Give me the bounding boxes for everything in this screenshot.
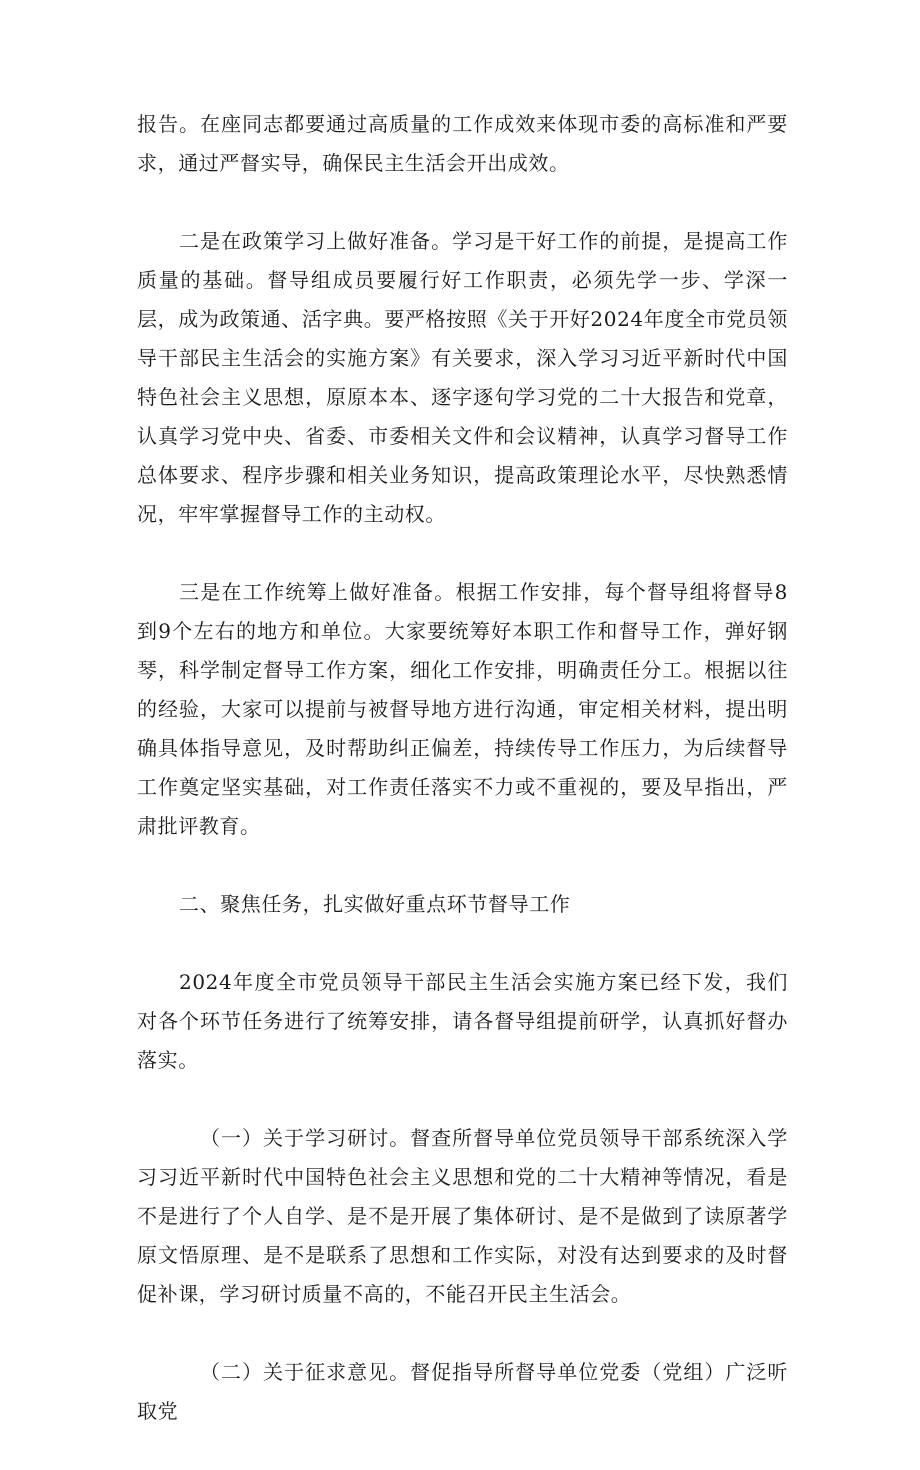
section-heading: 二、聚焦任务，扎实做好重点环节督导工作 <box>179 892 571 916</box>
paragraph-study-discussion: （一）关于学习研讨。督查所督导单位党员领导干部系统深入学习习近平新时代中国特色社会主义思想和党的二十大精神等情况，看是不是进行了个人自学、是不是开展了集体研讨、是不是做到了读原著学原文悟原理、是不是联系了思想和工作实际，对没有达到要求的及时督促补课，学习研讨质量不高的，不能召开民主生活会。 <box>137 1126 788 1306</box>
paragraph-continuation: 报告。在座同志都要通过高质量的工作成效来体现市委的高标准和严要求，通过严督实导，确保民主生活会开出成效。 <box>137 112 788 175</box>
paragraph-work-coordination: 三是在工作统筹上做好准备。根据工作安排，每个督导组将督导8到9个左右的地方和单位。大家要统筹好本职工作和督导工作，弹好钢琴，科学制定督导工作方案，细化工作安排，明确责任分工。根据以往的经验，大家可以提前与被督导地方进行沟通，审定相关材料，提出明确具体指导意见，及时帮助纠正偏差，持续传导工作压力，为后续督导工作奠定坚实基础，对工作责任落实不力或不重视的，要及早指出，严肃批评教育。 <box>137 580 788 838</box>
document-body <box>137 105 788 1470</box>
paragraph-soliciting-opinions: （二）关于征求意见。督促指导所督导单位党委（党组）广泛听取党 <box>137 1360 788 1423</box>
paragraph-implementation-plan: 2024年度全市党员领导干部民主生活会实施方案已经下发，我们对各个环节任务进行了统筹安排，请各督导组提前研学，认真抓好督办落实。 <box>137 970 788 1072</box>
paragraph-policy-study: 二是在政策学习上做好准备。学习是干好工作的前提，是提高工作质量的基础。督导组成员要履行好工作职责，必须先学一步、学深一层，成为政策通、活字典。要严格按照《关于开好2024年度全市党员领导干部民主生活会的实施方案》有关要求，深入学习习近平新时代中国特色社会主义思想，原原本本、逐字逐句学习党的二十大报告和党章，认真学习党中央、省委、市委相关文件和会议精神，认真学习督导工作总体要求、程序步骤和相关业务知识，提高政策理论水平，尽快熟悉情况，牢牢掌握督导工作的主动权。 <box>137 229 788 526</box>
